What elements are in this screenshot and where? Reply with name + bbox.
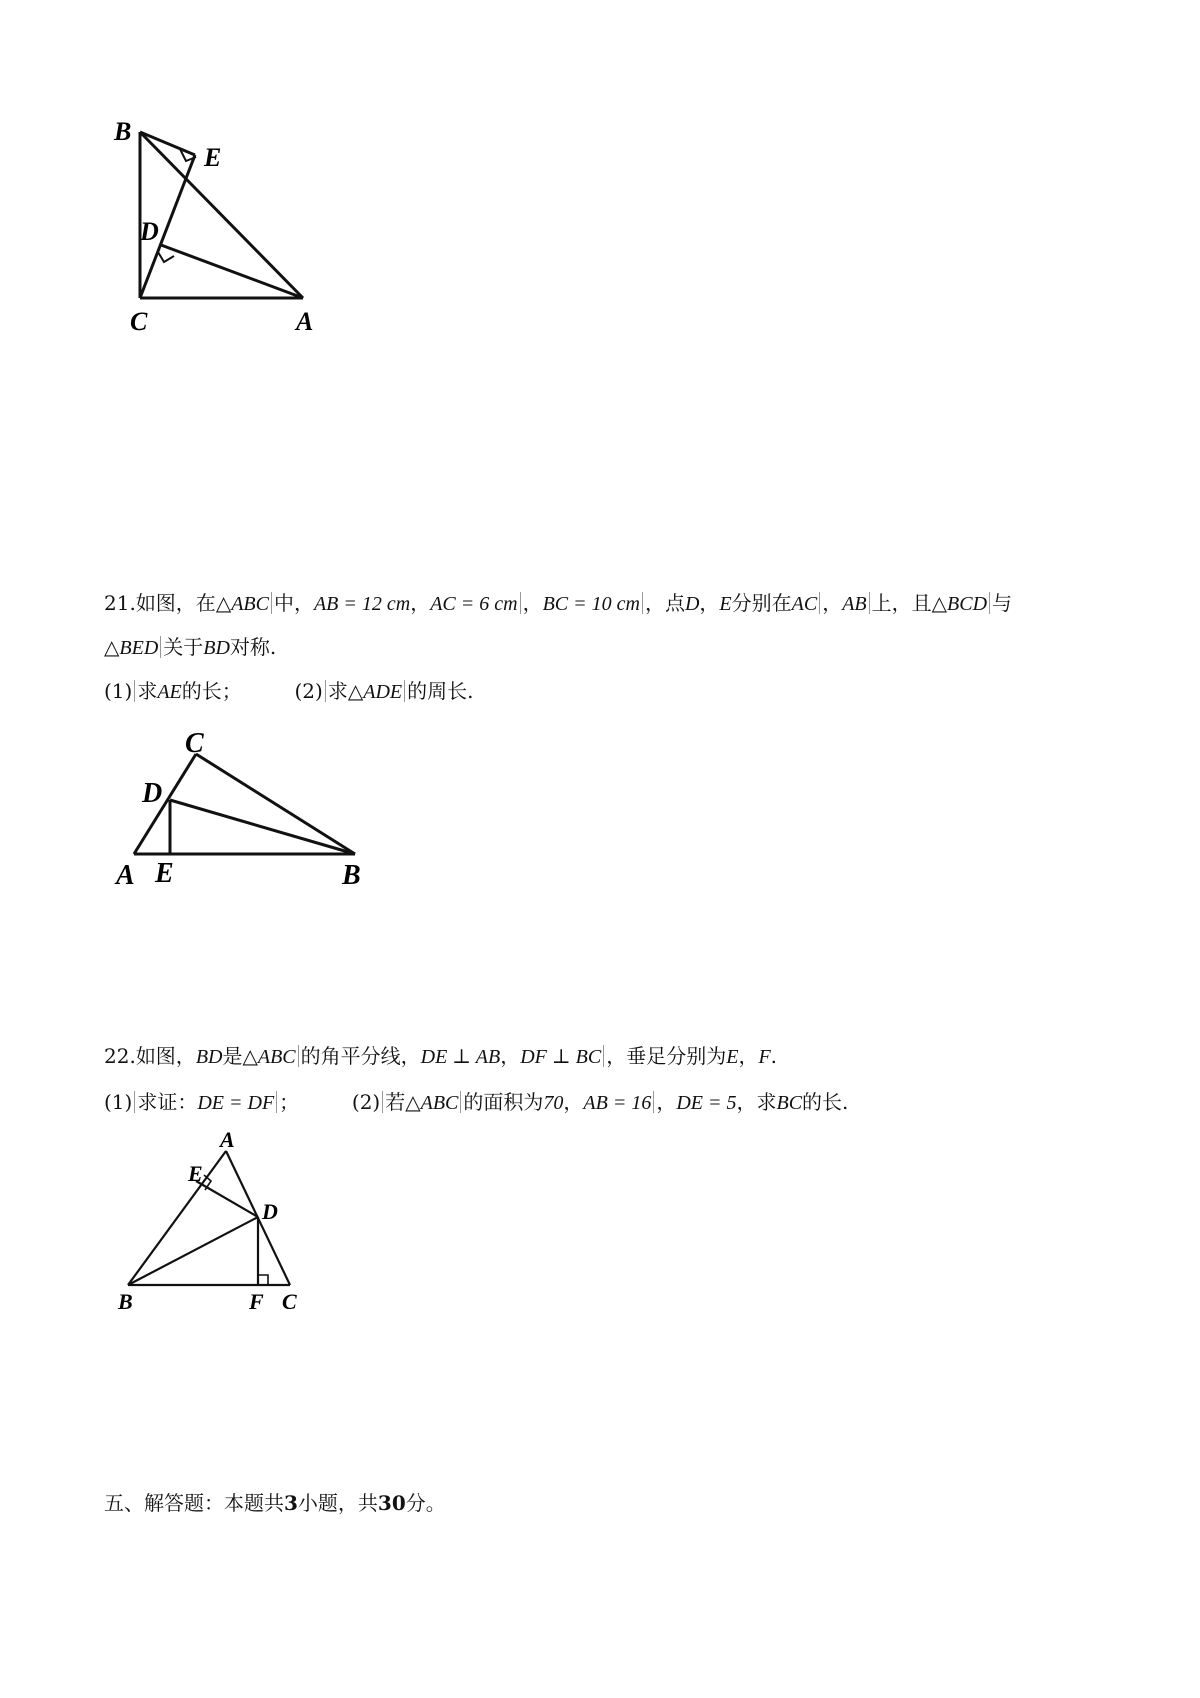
label-B: B bbox=[114, 117, 132, 146]
section-5-count: 3 bbox=[284, 1491, 298, 1515]
q22-text: ，垂足分别为 bbox=[606, 1044, 727, 1068]
q21-math-bd: BD bbox=[203, 637, 230, 659]
q21-stem-line1 bbox=[104, 589, 1012, 618]
label-C: C bbox=[282, 1289, 297, 1314]
q21-math-ac2: AC bbox=[791, 593, 818, 615]
q21-stem-line2 bbox=[104, 633, 276, 662]
section-5-text: 五、解答题：本题共 bbox=[104, 1491, 284, 1515]
q22-text: ， bbox=[500, 1044, 521, 1068]
label-E: E bbox=[188, 1161, 203, 1186]
section-5-text: 分。 bbox=[405, 1491, 446, 1515]
q21-math-ae: AE bbox=[157, 681, 182, 703]
label-D: D bbox=[140, 217, 159, 246]
q21-part1-number: (1) bbox=[104, 679, 133, 703]
q21-text: 关于 bbox=[163, 635, 204, 659]
q22-math-bc: BC bbox=[776, 1092, 803, 1114]
q21-math-bcd: △BCD bbox=[931, 593, 988, 615]
q21-text: 的周长. bbox=[407, 679, 474, 703]
figure-q20 bbox=[100, 110, 350, 350]
q21-text: ， bbox=[699, 591, 720, 615]
label-E: E bbox=[155, 858, 174, 889]
q21-text: 中， bbox=[273, 591, 314, 615]
label-D: D bbox=[142, 778, 163, 809]
q22-parts bbox=[104, 1088, 848, 1117]
q22-text: ； bbox=[279, 1090, 300, 1114]
q22-part1-number: (1) bbox=[104, 1090, 133, 1114]
q22-math-abc2: △ABC bbox=[405, 1092, 459, 1114]
q22-math-de5: DE = 5 bbox=[676, 1092, 737, 1114]
q22-math-de-perp: DE ⊥ AB bbox=[420, 1046, 501, 1068]
q21-math-ac: AC = 6 cm bbox=[430, 593, 518, 615]
q22-text: 求证： bbox=[137, 1090, 198, 1114]
q22-text: 是 bbox=[222, 1044, 243, 1068]
label-A: A bbox=[296, 307, 314, 336]
label-B: B bbox=[118, 1289, 133, 1314]
q22-text: ， bbox=[563, 1090, 584, 1114]
q22-math-bd: BD bbox=[195, 1046, 223, 1068]
q22-math-f: F bbox=[758, 1046, 771, 1068]
q22-text: 的面积为 bbox=[463, 1090, 544, 1114]
q21-math-d: D bbox=[684, 593, 700, 615]
label-E: E bbox=[204, 143, 222, 172]
q21-math-ade: △ADE bbox=[347, 681, 403, 703]
q21-number: 21. bbox=[104, 591, 136, 615]
q21-math-bc: BC = 10 cm bbox=[542, 593, 640, 615]
q22-text: 如图， bbox=[135, 1044, 196, 1068]
q22-text: 若 bbox=[385, 1090, 406, 1114]
q22-text: 的长. bbox=[802, 1090, 849, 1114]
q21-math-abc: △ABC bbox=[215, 593, 269, 615]
figure-q21 bbox=[110, 722, 380, 892]
q21-text: 与 bbox=[992, 591, 1013, 615]
q21-text: ，点 bbox=[644, 591, 685, 615]
q21-math-e: E bbox=[719, 593, 732, 615]
q21-math-ab: AB = 12 cm bbox=[313, 593, 411, 615]
q21-parts bbox=[104, 677, 473, 706]
figure-q22 bbox=[110, 1125, 350, 1325]
q22-text: . bbox=[770, 1044, 778, 1068]
q22-math-70: 70 bbox=[543, 1092, 564, 1114]
q22-number: 22. bbox=[104, 1044, 136, 1068]
q22-math-de-df: DE = DF bbox=[197, 1092, 275, 1114]
q22-math-e: E bbox=[726, 1046, 739, 1068]
q21-math-bed: △BED bbox=[104, 637, 159, 659]
section-5-heading bbox=[104, 1489, 446, 1517]
q21-text: ， bbox=[822, 591, 843, 615]
q21-text: 上，且 bbox=[871, 591, 932, 615]
q21-text: 求 bbox=[327, 679, 348, 703]
label-C: C bbox=[185, 728, 204, 759]
q22-text: ，求 bbox=[736, 1090, 777, 1114]
q22-math-ab16: AB = 16 bbox=[583, 1092, 652, 1114]
label-A: A bbox=[116, 860, 135, 891]
q21-part2-number: (2) bbox=[294, 679, 323, 703]
section-5-text: 小题，共 bbox=[297, 1491, 378, 1515]
q21-text: ， bbox=[522, 591, 543, 615]
q21-text: 如图，在 bbox=[135, 591, 216, 615]
label-F: F bbox=[249, 1289, 264, 1314]
q22-math-abc: △ABC bbox=[242, 1046, 296, 1068]
q21-text: 的长； bbox=[181, 679, 242, 703]
q22-math-df-perp: DF ⊥ BC bbox=[520, 1046, 602, 1068]
label-D: D bbox=[262, 1199, 278, 1224]
section-5-score: 30 bbox=[377, 1491, 406, 1515]
q21-text: ， bbox=[410, 591, 431, 615]
q22-part2-number: (2) bbox=[351, 1090, 381, 1114]
q22-text: ， bbox=[656, 1090, 677, 1114]
q21-text: 求 bbox=[137, 679, 158, 703]
q21-math-ab2: AB bbox=[842, 593, 867, 615]
q22-stem bbox=[104, 1042, 777, 1071]
q22-text: ， bbox=[738, 1044, 759, 1068]
q21-text: 对称. bbox=[229, 635, 277, 659]
q21-text: 分别在 bbox=[731, 591, 792, 615]
label-A: A bbox=[220, 1127, 235, 1152]
q22-text: 的角平分线， bbox=[300, 1044, 421, 1068]
label-B: B bbox=[342, 860, 361, 891]
label-C: C bbox=[130, 307, 148, 336]
